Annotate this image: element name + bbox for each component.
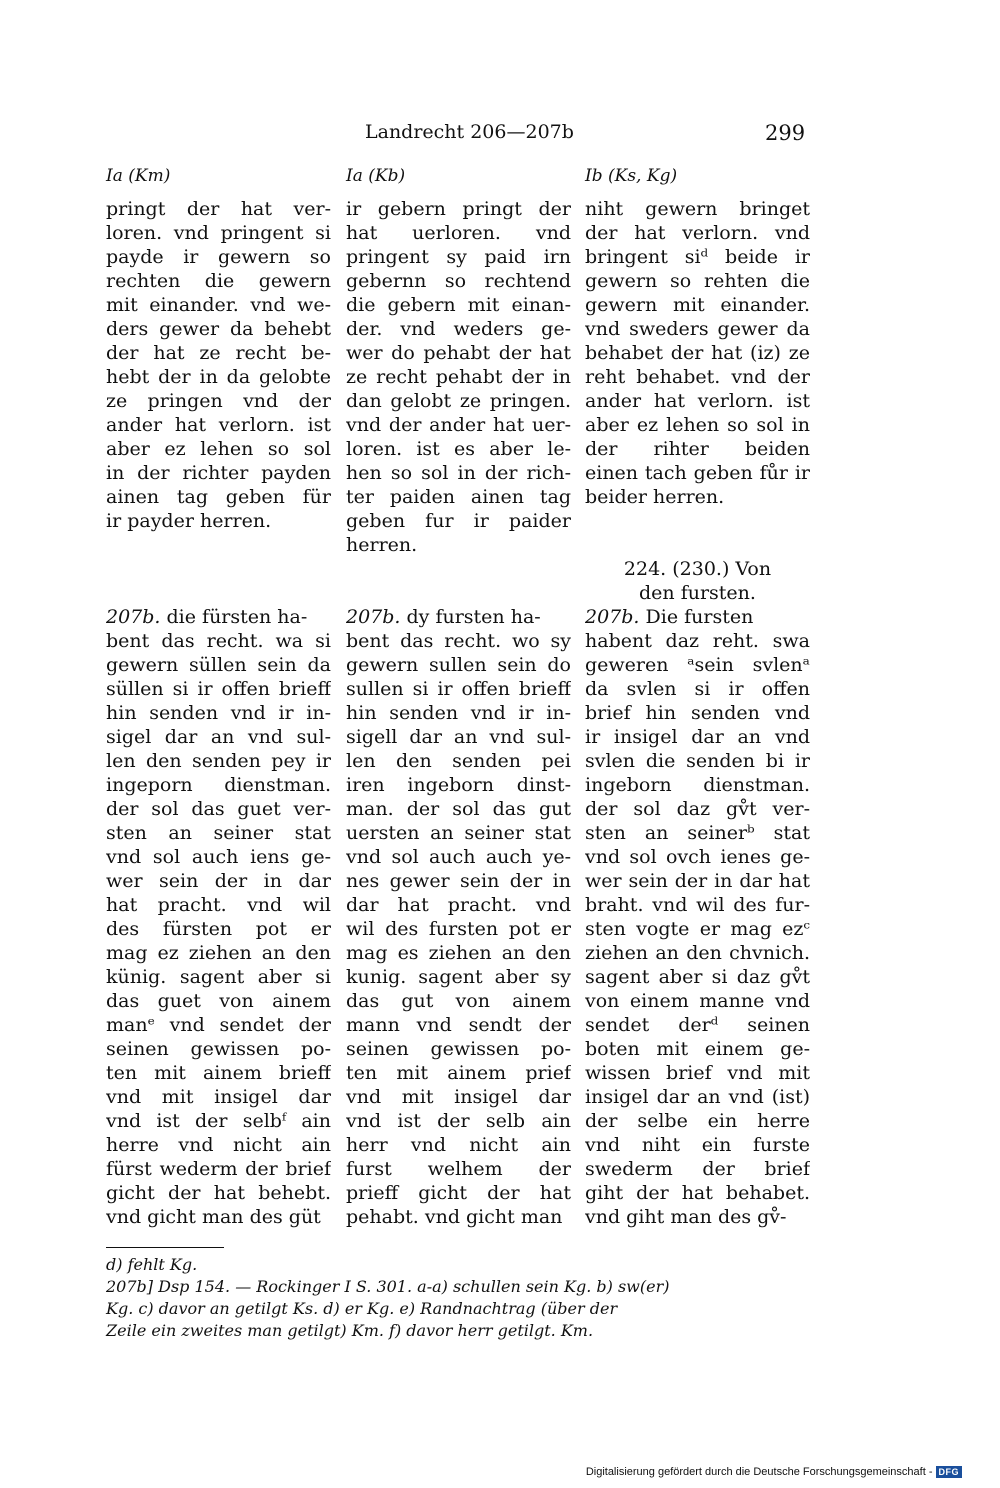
text-line: des fürsten pot er	[106, 918, 331, 940]
text-line: ir payder herren.	[106, 510, 272, 532]
text-line: ainen tag geben für	[106, 486, 331, 508]
text-line: sullen si ir offen brieff	[346, 678, 571, 700]
text-line: dar hat pracht. vnd	[346, 894, 571, 916]
text-line: vnd sol ovch ienes ge-	[585, 846, 810, 868]
text-line: sagent aber si daz gv̊t	[585, 966, 810, 988]
text-line: mit einander. vnd we-	[106, 294, 331, 316]
text-line: vnd giht man des gv̊-	[585, 1206, 787, 1228]
text-line: dan gelobt ze pringen.	[346, 390, 571, 412]
text-line: payde ir gewern so	[106, 246, 331, 268]
text-line: kunig. sagent aber sy	[346, 966, 571, 988]
text-line: geweren ᵃsein svlenᵃ	[585, 654, 810, 676]
text-line: sigel dar an vnd sul-	[106, 726, 331, 748]
text-line: ander hat verlorn. ist	[585, 390, 810, 412]
text-line: rechten die gewern	[106, 270, 331, 292]
column-2-top-text	[346, 197, 571, 557]
text-line: vnd der ander hat uer-	[346, 414, 571, 436]
text-line: ter paiden ainen tag	[346, 486, 571, 508]
text-line: gewern mit einander.	[585, 294, 810, 316]
section-heading	[585, 557, 810, 605]
text-line: ziehen an den chvnich.	[585, 942, 810, 964]
column-heading-1: Ia (Km)	[106, 166, 171, 186]
line-text: dy fursten ha-	[400, 606, 541, 628]
text-line: hebt der in da gelobte	[106, 366, 331, 388]
text-line: aber ez lehen so sol	[106, 438, 331, 460]
text-line	[585, 605, 810, 629]
text-line: der hat verlorn. vnd	[585, 222, 810, 244]
text-line: aber ez lehen so sol in	[585, 414, 810, 436]
text-line: man. der sol das gut	[346, 798, 571, 820]
text-line: da svlen si ir offen	[585, 678, 810, 700]
column-1-top-text	[106, 197, 331, 533]
section-heading-line: 224. (230.) Von	[623, 558, 772, 580]
text-line: insigel dar an vnd (ist)	[585, 1086, 810, 1108]
text-line: vnd sol auch auch ye-	[346, 846, 571, 868]
text-line: sendet derᵈ seinen	[585, 1014, 810, 1036]
text-line: gewern süllen sein da	[106, 654, 331, 676]
text-line: die gebern mit einan-	[346, 294, 571, 316]
text-line: ten mit ainem brieff	[106, 1062, 331, 1084]
text-line: bent das recht. wa si	[106, 630, 331, 652]
text-line: wer sein der in dar	[106, 870, 331, 892]
section-heading-line: den fursten.	[639, 582, 756, 604]
text-line: mag ez ziehen an den	[106, 942, 331, 964]
text-line: der. vnd weders ge-	[346, 318, 571, 340]
text-line: habent daz reht. swa	[585, 630, 810, 652]
footnote-line: d) fehlt Kg.	[106, 1255, 198, 1274]
text-line: wil des fursten pot er	[346, 918, 571, 940]
paragraph-label: 207b.	[585, 606, 640, 628]
column-3-bottom-text	[585, 605, 810, 1229]
column-2-bottom-text	[346, 605, 571, 1229]
text-line: herre vnd nicht ain	[106, 1134, 331, 1156]
text-line: hat uerloren. vnd	[346, 222, 571, 244]
text-line: bringent siᵈ beide ir	[585, 246, 810, 268]
text-line: gewern sullen sein do	[346, 654, 571, 676]
text-line: prieff gicht der hat	[346, 1182, 571, 1204]
text-line	[346, 605, 571, 629]
text-line: ir gebern pringt der	[346, 198, 571, 220]
text-line: vnd gicht man des güt	[106, 1206, 321, 1228]
footnotes	[106, 1254, 806, 1342]
text-line: wissen brief vnd mit	[585, 1062, 810, 1084]
text-line: vnd niht ein furste	[585, 1134, 810, 1156]
text-line: ingeporn dienstman.	[106, 774, 331, 796]
text-line: der sol das guet ver-	[106, 798, 331, 820]
text-line: len den senden pei	[346, 750, 571, 772]
text-line: seinen gewissen po-	[106, 1038, 331, 1060]
text-line: brief hin senden vnd	[585, 702, 810, 724]
text-line: boten mit einem ge-	[585, 1038, 810, 1060]
text-line: pehabt. vnd gicht man	[346, 1206, 563, 1228]
text-line: ten mit ainem prief	[346, 1062, 571, 1084]
text-line: beider herren.	[585, 486, 725, 508]
text-line: mann vnd sendt der	[346, 1014, 571, 1036]
text-line: pringt der hat ver-	[106, 198, 331, 220]
text-line: niht gewern bringet	[585, 198, 810, 220]
text-line: gewern so rehten die	[585, 270, 810, 292]
text-line: ze pringen vnd der	[106, 390, 331, 412]
text-line: künig. sagent aber si	[106, 966, 331, 988]
column-1-bottom-text	[106, 605, 331, 1229]
text-line: gicht der hat behebt.	[106, 1182, 331, 1204]
text-line: vnd ist der selbᶠ ain	[106, 1110, 331, 1132]
text-line: hin senden vnd ir in-	[346, 702, 571, 724]
text-line: der sol daz gv̊t ver-	[585, 798, 810, 820]
paragraph-label: 207b.	[106, 606, 161, 628]
text-line: manᵉ vnd sendet der	[106, 1014, 331, 1036]
text-line: das guet von ainem	[106, 990, 331, 1012]
paragraph-label: 207b.	[346, 606, 401, 628]
column-heading-2: Ia (Kb)	[346, 166, 406, 186]
text-line: pringent sy paid irn	[346, 246, 571, 268]
text-line: ders gewer da behebt	[106, 318, 331, 340]
text-line: ingeborn dienstman.	[585, 774, 810, 796]
text-line: süllen si ir offen brieff	[106, 678, 331, 700]
text-line: der selbe ein herre	[585, 1110, 810, 1132]
text-line: nes gewer sein der in	[346, 870, 571, 892]
text-line: bent das recht. wo sy	[346, 630, 571, 652]
text-line: das gut von ainem	[346, 990, 571, 1012]
text-line: wer sein der in dar hat	[585, 870, 810, 892]
dfg-logo: DFG	[936, 1466, 963, 1478]
text-line: der hat ze recht be-	[106, 342, 331, 364]
text-line: seinen gewissen po-	[346, 1038, 571, 1060]
column-heading-3: Ib (Ks, Kg)	[585, 166, 678, 186]
text-line: geben fur ir paider	[346, 510, 571, 532]
footnote-line: 207b] Dsp 154. — Rockinger I S. 301. a-a) schullen sein Kg. b) sw(er)	[106, 1277, 670, 1296]
text-line: herren.	[346, 534, 418, 556]
footnote-line: Zeile ein zweites man getilgt) Km. f) davor herr getilgt. Km.	[106, 1321, 594, 1340]
text-line: vnd sweders gewer da	[585, 318, 810, 340]
text-line: hin senden vnd ir in-	[106, 702, 331, 724]
text-line: von einem manne vnd	[585, 990, 810, 1012]
text-line: herr vnd nicht ain	[346, 1134, 571, 1156]
text-line: uersten an seiner stat	[346, 822, 571, 844]
text-line: sten an seinerᵇ stat	[585, 822, 810, 844]
text-line: loren. ist es aber le-	[346, 438, 571, 460]
text-line: hen so sol in der rich-	[346, 462, 571, 484]
footer-text: Digitalisierung gefördert durch die Deutsche Forschungsgemeinschaft -	[585, 1466, 933, 1478]
text-line: reht behabet. vnd der	[585, 366, 810, 388]
text-line: vnd mit insigel dar	[346, 1086, 571, 1108]
line-text: Die fursten	[639, 606, 754, 628]
text-line: behabet der hat (iz) ze	[585, 342, 810, 364]
text-line: svlen die senden bi ir	[585, 750, 810, 772]
text-line: vnd sol auch iens ge-	[106, 846, 331, 868]
text-line: braht. vnd wil des fur-	[585, 894, 810, 916]
line-text: die fürsten ha-	[160, 606, 308, 628]
funding-footer	[586, 1466, 962, 1478]
text-line: hat pracht. vnd wil	[106, 894, 331, 916]
running-header: Landrecht 206—207b	[365, 121, 574, 143]
text-line: fürst wederm der brief	[106, 1158, 331, 1180]
footnote-line: Kg. c) davor an getilgt Ks. d) er Kg. e) Randnachtrag (über der	[106, 1299, 618, 1318]
text-line: der rihter beiden	[585, 438, 810, 460]
text-line: iren ingeborn dinst-	[346, 774, 571, 796]
footnote-rule	[106, 1247, 224, 1248]
text-line: ander hat verlorn. ist	[106, 414, 331, 436]
page-number: 299	[765, 121, 806, 145]
text-line	[106, 605, 331, 629]
text-line: ir insigel dar an vnd	[585, 726, 810, 748]
text-line: sten vogte er mag ezᶜ	[585, 918, 810, 940]
text-line: len den senden pey ir	[106, 750, 331, 772]
text-line: giht der hat behabet.	[585, 1182, 810, 1204]
text-line: gebernn so rechtend	[346, 270, 571, 292]
text-line: ze recht pehabt der in	[346, 366, 571, 388]
text-line: vnd mit insigel dar	[106, 1086, 331, 1108]
text-line: wer do pehabt der hat	[346, 342, 571, 364]
text-line: mag es ziehen an den	[346, 942, 571, 964]
text-line: in der richter payden	[106, 462, 331, 484]
text-line: sigell dar an vnd sul-	[346, 726, 571, 748]
text-line: einen tach geben fůr ir	[585, 462, 810, 484]
text-line: loren. vnd pringent si	[106, 222, 331, 244]
text-line: furst welhem der	[346, 1158, 571, 1180]
column-3-top-text	[585, 197, 810, 509]
text-line: vnd ist der selb ain	[346, 1110, 571, 1132]
text-line: swederm der brief	[585, 1158, 810, 1180]
text-line: sten an seiner stat	[106, 822, 331, 844]
